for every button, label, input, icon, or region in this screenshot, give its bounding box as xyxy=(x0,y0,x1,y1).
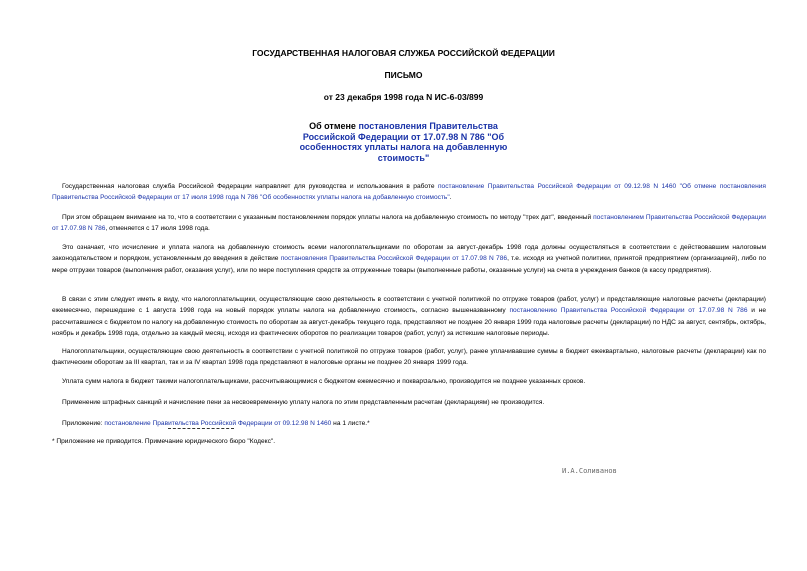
p2-link[interactable]: постановлением Правительства Российской Федерации от 17.07.98 N 786 xyxy=(52,214,766,233)
footnote: * Приложение не приводится. Примечание юридического бюро "Кодекс". xyxy=(52,438,276,445)
document-title xyxy=(282,121,525,163)
p2-text-end: , отменяется с 17 июля 1998 года. xyxy=(105,225,210,233)
agency-heading: ГОСУДАРСТВЕННАЯ НАЛОГОВАЯ СЛУЖБА РОССИЙСКОЙ ФЕДЕРАЦИИ xyxy=(252,48,555,58)
p1-text: Государственная налоговая служба Российской Федерации направляет для руководства и использования в работе xyxy=(62,183,438,190)
attachment-link[interactable]: постановление Правительства Российской Федерации от 09.12.98 N 1460 xyxy=(104,420,332,427)
p3-text: Это означает, что исчисление и уплата налога на добавленную стоимость всеми налогоплательщиками по оборотам за август-декабрь 1998 года должны осуществляться в соответствии с действовавшим налоговым законодательством и порядком, установленным до введения в действие xyxy=(52,244,766,263)
attachment-line xyxy=(52,418,766,429)
title-prefix: Об отмене xyxy=(309,121,359,131)
document-date-number: от 23 декабря 1998 года N ИС-6-03/899 xyxy=(323,92,484,102)
p3-text-end: , т.е. исходя из учетной политики, принятой предприятием (организацией), либо по мере отгрузки товаров (выполнения работ, оказания услуг), или по мере поступления средств за отгруженные товары (выполненные работы, оказанные услуги) на счета в учреждения банков (в кассу предприятия). xyxy=(52,255,766,274)
p3-link[interactable]: постановления Правительства Российской Федерации от 17.07.98 N 786 xyxy=(280,255,508,263)
paragraph-6: Уплата сумм налога в бюджет такими налогоплательщиками, рассчитывающимися с бюджетом ежемесячно и покварטально, производится не позднее указанных сроков. xyxy=(62,378,586,385)
paragraph-1 xyxy=(52,181,766,204)
p2-text: При этом обращаем внимание на то, что в соответствии с указанным постановлением порядок уплаты налога на добавленную стоимость по методу "трех дат", введенный xyxy=(62,214,594,221)
p4-text-end: и не рассчитавшиеся с бюджетом по налогу на добавленную стоимость по оборотам за август-декабрь текущего года, представляют не позднее 20 января 1999 года налоговые расчеты (декларации) по НДС за август, сентябрь, октябрь, ноябрь и декабрь 1998 года, отдельно за каждый месяц, исходя из фактических оборотов по реализации товаров (работ, услуг) за истекшие налоговые периоды. xyxy=(52,307,767,338)
signature: И.А.Соливанов xyxy=(562,467,617,475)
p4-link[interactable]: постановлению Правительства Российской Федерации от 17.07.98 N 786 xyxy=(509,307,748,315)
paragraph-7: Применение штрафных санкций и начисление пени за несвоевременную уплату налога по этим представленным расчетам (декларациям) не производится. xyxy=(62,399,545,406)
document-type: ПИСЬМО xyxy=(384,70,423,80)
paragraph-5: Налогоплательщики, осуществляющие свою деятельность в соответствии с учетной политикой по отгрузке товаров (работ, услуг), ранее уплачивавшие суммы в бюджет ежеквартально, налоговые расчеты (декларации) как по фактическим оборотам за III квартал, так и за IV квартал 1998 года представляют в налоговые органы не позднее 20 января 1999 года. xyxy=(52,348,766,367)
p1-link[interactable]: постановление Правительства Российской Федерации от 09.12.98 N 1460 "Об отмене постановления Правительства Российской Федерации от 17 июля 1998 года N 786 "Об особенностях уплаты налога на добавленную стоимость" xyxy=(52,183,766,202)
p1-text-end: . xyxy=(449,194,452,202)
footnote-divider xyxy=(168,428,234,429)
paragraph-2 xyxy=(52,212,766,235)
title-link[interactable]: постановления Правительства Российской Федерации от 17.07.98 N 786 "Об особенностях уплаты налога на добавленную стоимость" xyxy=(299,121,508,163)
p4-text: В связи с этим следует иметь в виду, что налогоплательщики, осуществляющие свою деятельность в соответствии с учетной политикой по отгрузке товаров (работ, услуг) и представляющие налоговые расчеты (декларации) ежемесячно, перешедшие с 1 августа 1998 года на новый порядок уплаты налога на добавленную стоимость, согласно вышеназванному xyxy=(52,296,766,315)
attachment-label: Приложение: xyxy=(62,420,105,427)
attachment-end: на 1 листе.* xyxy=(331,420,370,427)
paragraph-4 xyxy=(52,294,766,340)
paragraph-3 xyxy=(52,242,766,276)
